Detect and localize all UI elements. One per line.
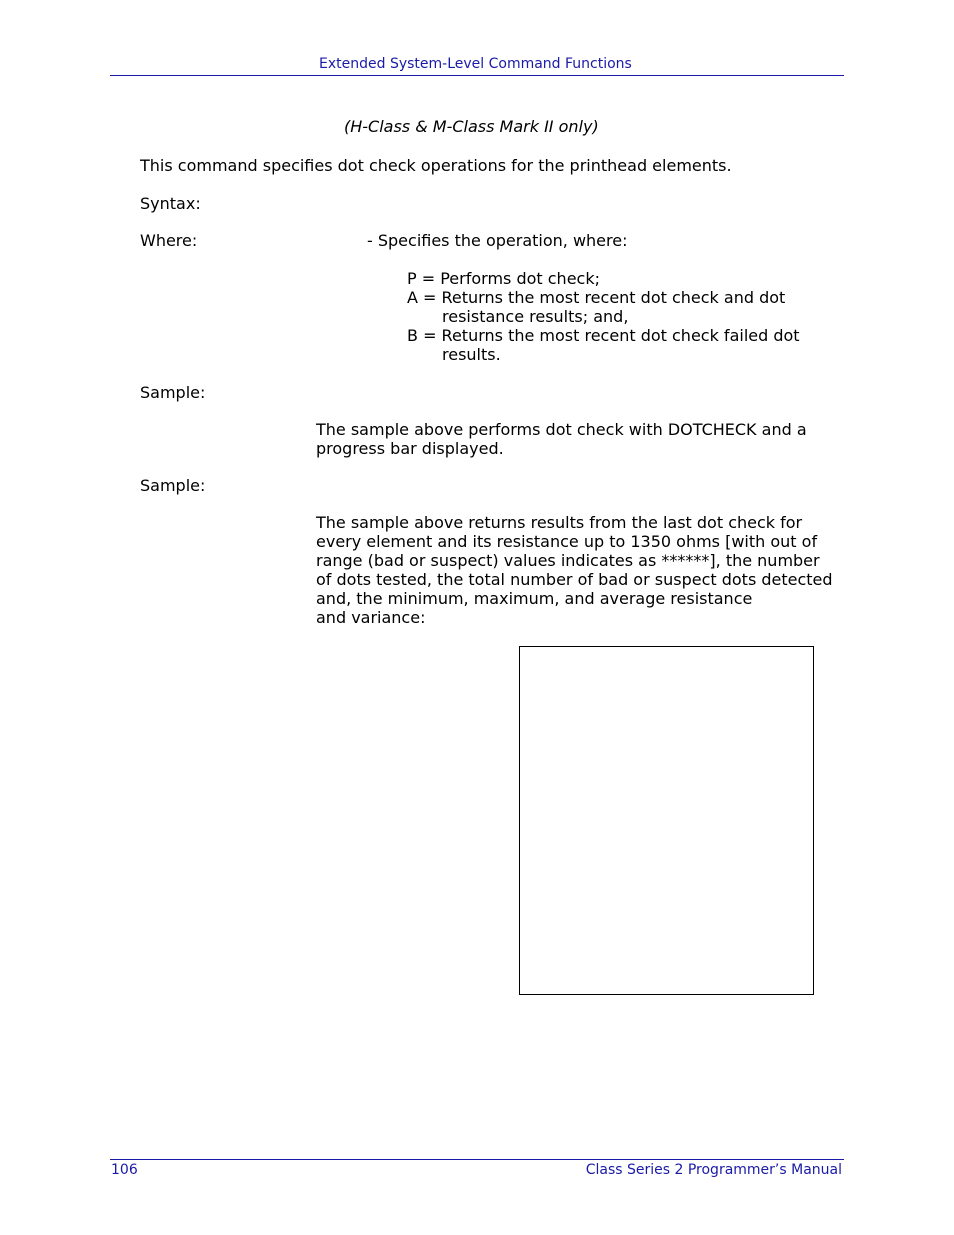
running-header: Extended System-Level Command Functions: [319, 56, 632, 72]
sample1-label: Sample:: [140, 383, 206, 402]
option-a-cont: resistance results; and,: [442, 307, 629, 326]
sample2-label: Sample:: [140, 476, 206, 495]
sample1-desc-line2: progress bar displayed.: [316, 439, 504, 458]
sample2-desc-line3: range (bad or suspect) values indicates as ******], the number: [316, 551, 820, 570]
where-description: - Specifies the operation, where:: [367, 231, 628, 250]
sample1-desc-line1: The sample above performs dot check with DOTCHECK and a: [316, 420, 807, 439]
header-rule: [110, 75, 844, 76]
sample2-desc-line1: The sample above returns results from the last dot check for: [316, 513, 803, 532]
sample2-desc-line5: and, the minimum, maximum, and average resistance: [316, 589, 753, 608]
manual-title: Class Series 2 Programmer’s Manual: [585, 1162, 842, 1178]
sample2-desc-line2: every element and its resistance up to 1350 ohms [with out of: [316, 532, 818, 551]
sample2-desc-line4: of dots tested, the total number of bad or suspect dots detected: [316, 570, 833, 589]
sample-output-box: [519, 646, 814, 995]
where-label: Where:: [140, 231, 198, 250]
footer-rule: [110, 1159, 844, 1160]
option-p: P = Performs dot check;: [407, 269, 600, 288]
option-a: A = Returns the most recent dot check and dot: [407, 288, 786, 307]
intro-text: This command specifies dot check operations for the printhead elements.: [140, 156, 732, 175]
option-b-cont: results.: [442, 345, 501, 364]
option-b: B = Returns the most recent dot check failed dot: [407, 326, 800, 345]
sample2-desc-line6: and variance:: [316, 608, 426, 627]
command-subtitle: (H-Class & M-Class Mark II only): [344, 117, 599, 136]
syntax-label: Syntax:: [140, 194, 201, 213]
page-number: 106: [111, 1162, 138, 1178]
